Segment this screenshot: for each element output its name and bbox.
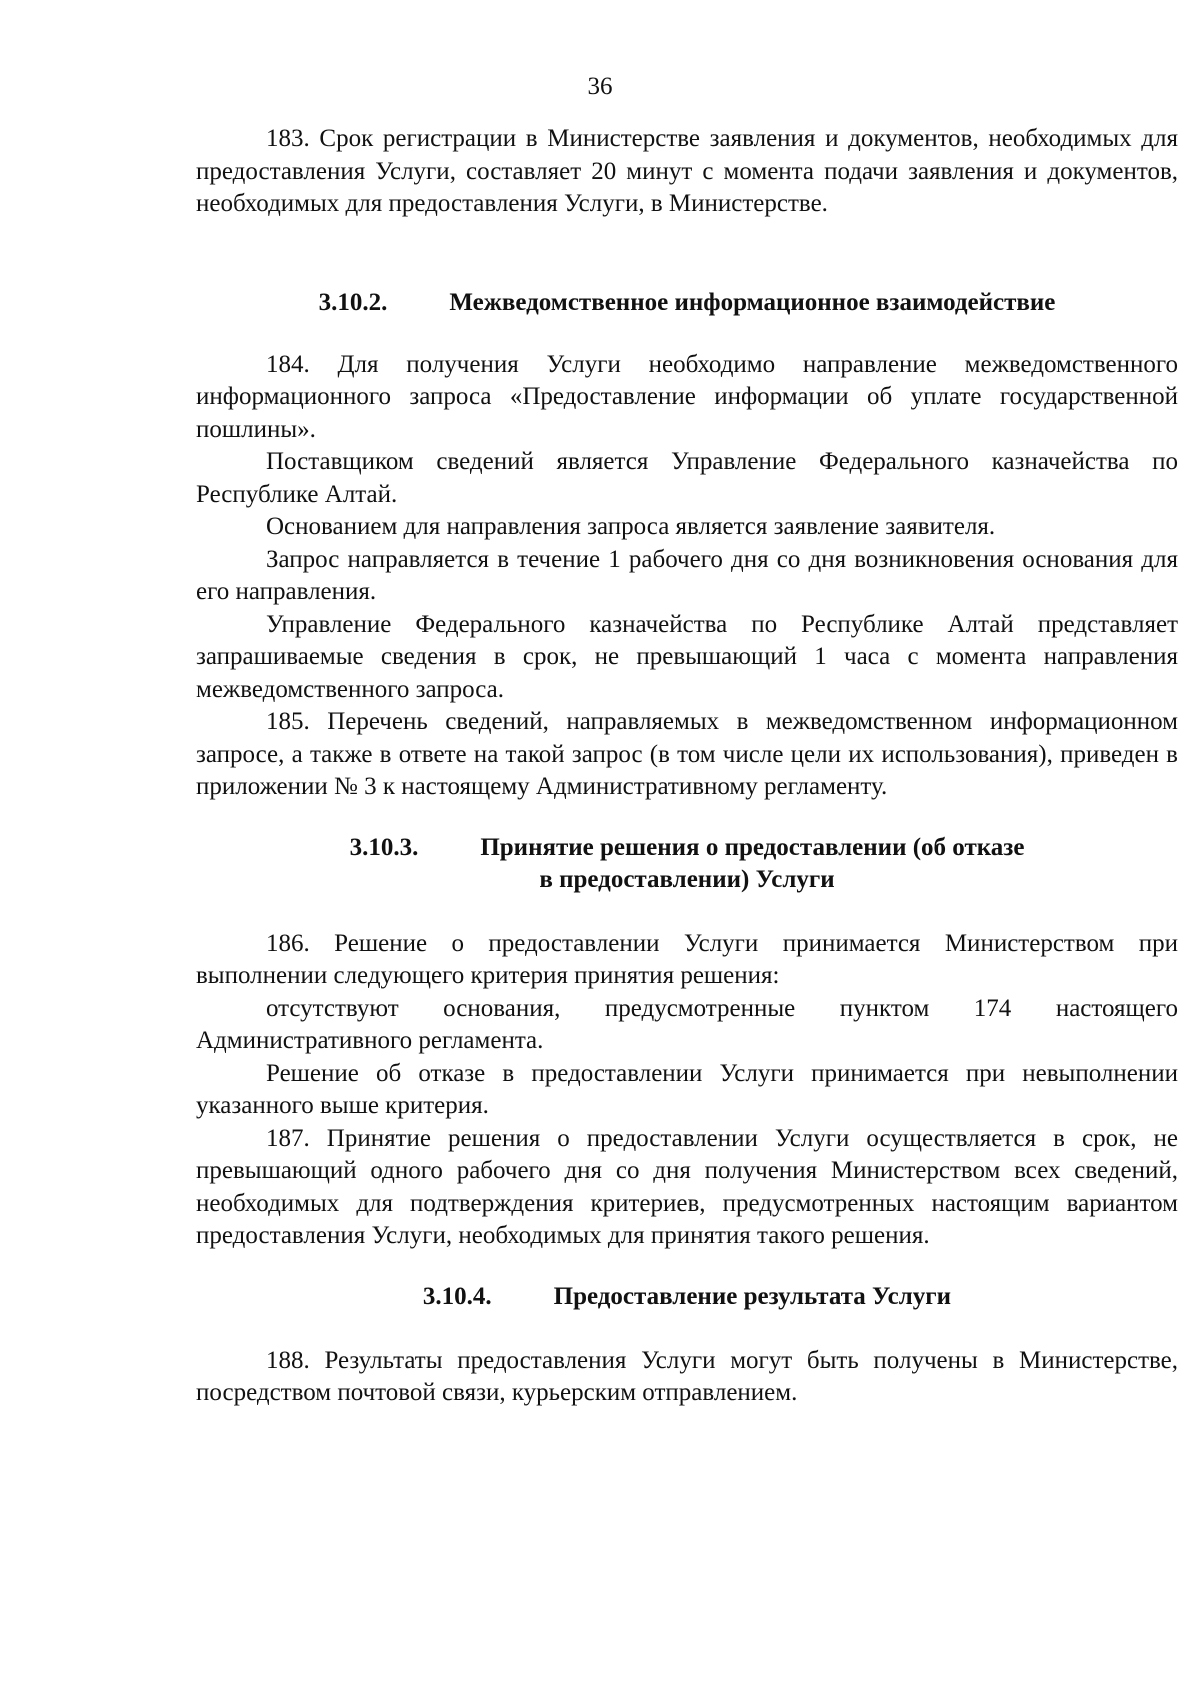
paragraph-184: 184. Для получения Услуги необходимо направление межведомственного информационного запроса «Предоставление информации об уплате государственной пошлины».: [196, 350, 1178, 443]
paragraph-185: 185. Перечень сведений, направляемых в межведомственном информационном запросе, а также в ответе на такой запрос (в том числе цели их использования), приведен в приложении № 3 к настоящему Административному регламенту.: [196, 708, 1178, 800]
paragraph-183: 183. Срок регистрации в Министерстве заявления и документов, необходимых для предоставления Услуги, составляет 20 минут с момента подачи заявления и документов, необходимых для предоставления Услуги, в Министерстве.: [196, 125, 1178, 217]
section-number: 3.10.3.: [349, 833, 419, 861]
section-title: Предоставление результата Услуги: [553, 1282, 952, 1310]
paragraph-request-term: Запрос направляется в течение 1 рабочего дня со дня возникновения основания для его направления.: [196, 545, 1178, 605]
paragraph-basis: Основанием для направления запроса является заявление заявителя.: [266, 513, 996, 540]
section-number: 3.10.4.: [422, 1282, 492, 1310]
section-title: Принятие решения о предоставлении (об отказе: [480, 833, 1025, 861]
page-number: 36: [587, 73, 613, 100]
paragraph-refusal: Решение об отказе в предоставлении Услуги принимается при невыполнении указанного выше критерия.: [196, 1059, 1178, 1119]
document-body: [196, 123, 1178, 1410]
section-heading-3-10-2: [196, 287, 1178, 319]
section-title: Межведомственное информационное взаимодействие: [449, 288, 1056, 316]
section-heading-3-10-4: [196, 1281, 1178, 1313]
paragraph-187: 187. Принятие решения о предоставлении Услуги осуществляется в срок, не превышающий одного рабочего дня со дня получения Министерством всех сведений, необходимых для подтверждения критериев, предусмотренных настоящим вариантом предоставления Услуги, необходимых для принятия такого решения.: [196, 1124, 1178, 1249]
paragraph-treasury-response: Управление Федерального казначейства по Республике Алтай представляет запрашиваемые сведения в срок, не превышающий 1 часа с момента направления межведомственного запроса.: [196, 610, 1178, 703]
paragraph-criterion: отсутствуют основания, предусмотренные пунктом 174 настоящего Административного регламента.: [196, 994, 1178, 1054]
section-heading-3-10-3: [196, 832, 1178, 896]
paragraph-188: 188. Результаты предоставления Услуги могут быть получены в Министерстве, посредством почтовой связи, курьерским отправлением.: [196, 1346, 1178, 1406]
section-title-line2: в предоставлении) Услуги: [539, 865, 835, 893]
section-number: 3.10.2.: [318, 288, 388, 316]
paragraph-186: 186. Решение о предоставлении Услуги принимается Министерством при выполнении следующего критерия принятия решения:: [196, 929, 1178, 989]
paragraph-supplier: Поставщиком сведений является Управление Федерального казначейства по Республике Алтай.: [196, 448, 1178, 508]
